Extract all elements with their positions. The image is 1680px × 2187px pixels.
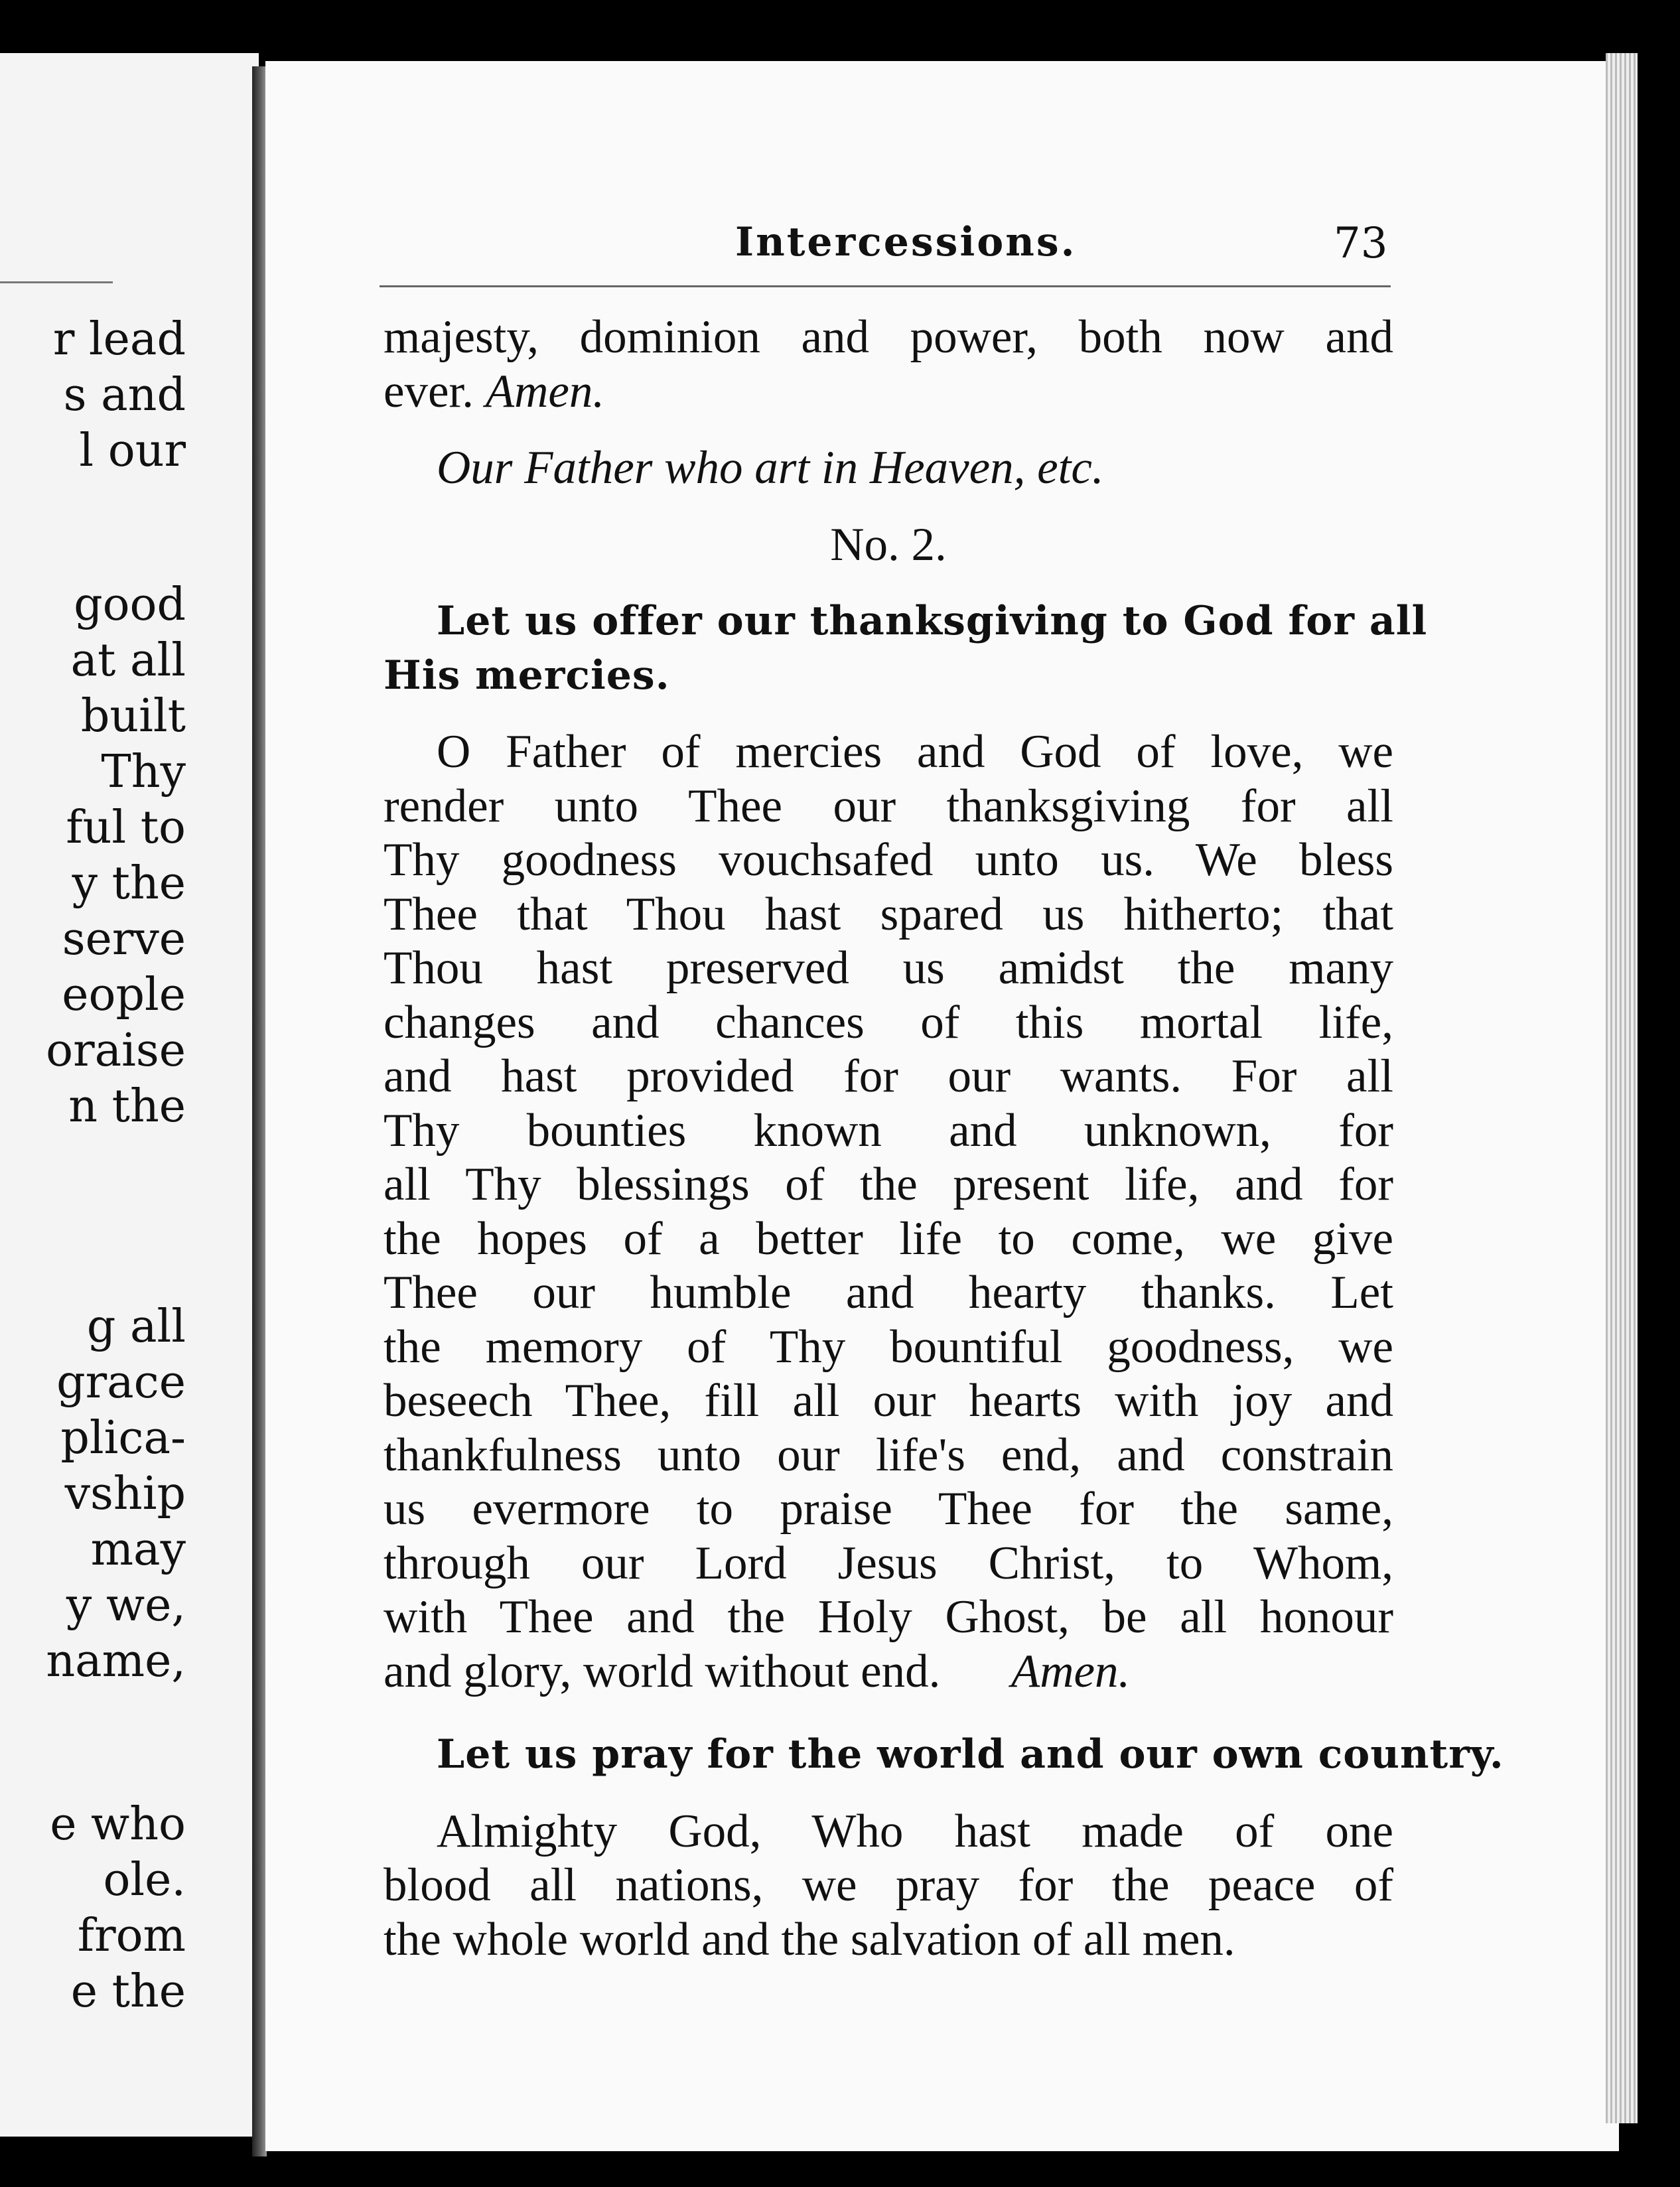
text-line: Thee that Thou hast spared us hitherto; that xyxy=(384,888,1393,940)
text-line: Thou hast preserved us amidst the many xyxy=(384,942,1393,994)
text-line: and glory, world without end. Amen. xyxy=(384,1645,1131,1697)
left-page-fragment: name, xyxy=(46,1635,186,1687)
text-line: Thee our humble and hearty thanks. Let xyxy=(384,1267,1393,1318)
text-line: thankfulness unto our life's end, and constrain xyxy=(384,1429,1393,1481)
text-line: majesty, dominion and power, both now and xyxy=(384,311,1393,363)
section-heading: His mercies. xyxy=(384,652,670,699)
text-line: all Thy blessings of the present life, and for xyxy=(384,1159,1393,1210)
text-line: Thy bounties known and unknown, for xyxy=(384,1104,1393,1157)
text-line: the hopes of a better life to come, we give xyxy=(384,1212,1393,1265)
left-page-fragment: may xyxy=(90,1523,186,1576)
text-line: changes and chances of this mortal life, xyxy=(384,996,1393,1048)
left-page-fragment: Thy xyxy=(101,746,186,798)
prayer-thanksgiving xyxy=(384,725,1393,1699)
text-line: beseech Thee, fill all our hearts with joy and xyxy=(384,1375,1393,1427)
left-page-fragment: y the xyxy=(72,857,186,910)
text-line: render unto Thee our thanksgiving for all xyxy=(384,780,1393,832)
text-line: ever. Amen. xyxy=(384,365,605,417)
section-heading: Let us pray for the world and our own country. xyxy=(437,1731,1504,1778)
text-line: through our Lord Jesus Christ, to Whom, xyxy=(384,1537,1393,1589)
left-page-fragment: built xyxy=(80,690,186,742)
page-number: 73 xyxy=(1334,219,1388,268)
text-line: O Father of mercies and God of love, we xyxy=(437,726,1393,778)
left-page-fragment: y we, xyxy=(66,1579,186,1632)
section-number: No. 2. xyxy=(830,518,947,571)
section-heading: Let us offer our thanksgiving to God for all xyxy=(437,598,1428,644)
left-page-fragment: r lead xyxy=(52,313,186,366)
header-rule xyxy=(380,285,1391,287)
left-page-fragment: n the xyxy=(68,1080,186,1133)
text-line: Thy goodness vouchsafed unto us. We bless xyxy=(384,834,1393,886)
prayer-world xyxy=(384,1805,1393,1967)
text-line: and hast provided for our wants. For all xyxy=(384,1050,1393,1102)
text-line: us evermore to praise Thee for the same, xyxy=(384,1483,1393,1535)
left-page-fragment: at all xyxy=(70,634,186,687)
text-line: blood all nations, we pray for the peace of xyxy=(384,1859,1393,1911)
left-page-fragment: vship xyxy=(64,1468,186,1520)
left-page-fragment: e who xyxy=(50,1798,186,1851)
book-gutter xyxy=(252,66,267,2156)
page-body xyxy=(384,311,1504,1967)
lords-prayer-rubric: Our Father who art in Heaven, etc. xyxy=(437,442,1104,494)
left-page-fragment: ful to xyxy=(66,802,186,854)
amen: Amen. xyxy=(485,365,605,417)
text-line: the memory of Thy bountiful goodness, we xyxy=(384,1320,1393,1373)
left-page-fragment: e the xyxy=(70,1965,186,2018)
text-line: with Thee and the Holy Ghost, be all honour xyxy=(384,1591,1393,1643)
left-page-fragment: ole. xyxy=(103,1854,186,1906)
left-page-fragment: from xyxy=(77,1910,186,1962)
text-line: Almighty God, Who hast made of one xyxy=(437,1805,1393,1857)
left-page-fragment: l our xyxy=(79,425,186,477)
left-page-fragment: eople xyxy=(62,969,186,1021)
left-page-fragment: good xyxy=(74,579,186,631)
left-page-fragment: plica- xyxy=(60,1412,186,1464)
left-page-fragment: grace xyxy=(56,1356,186,1409)
left-page-fragment: oraise xyxy=(46,1024,186,1077)
left-page-fragment: serve xyxy=(62,913,186,965)
running-head: Intercessions. xyxy=(735,219,1077,265)
text-line: the whole world and the salvation of all men. xyxy=(384,1913,1235,1965)
left-page-fragment: g all xyxy=(86,1301,186,1353)
page-edges xyxy=(1606,53,1638,2123)
amen: Amen. xyxy=(1011,1645,1131,1697)
left-page-header-rule xyxy=(0,281,113,283)
page-header xyxy=(0,219,1680,272)
left-page-fragment: s and xyxy=(63,369,186,421)
